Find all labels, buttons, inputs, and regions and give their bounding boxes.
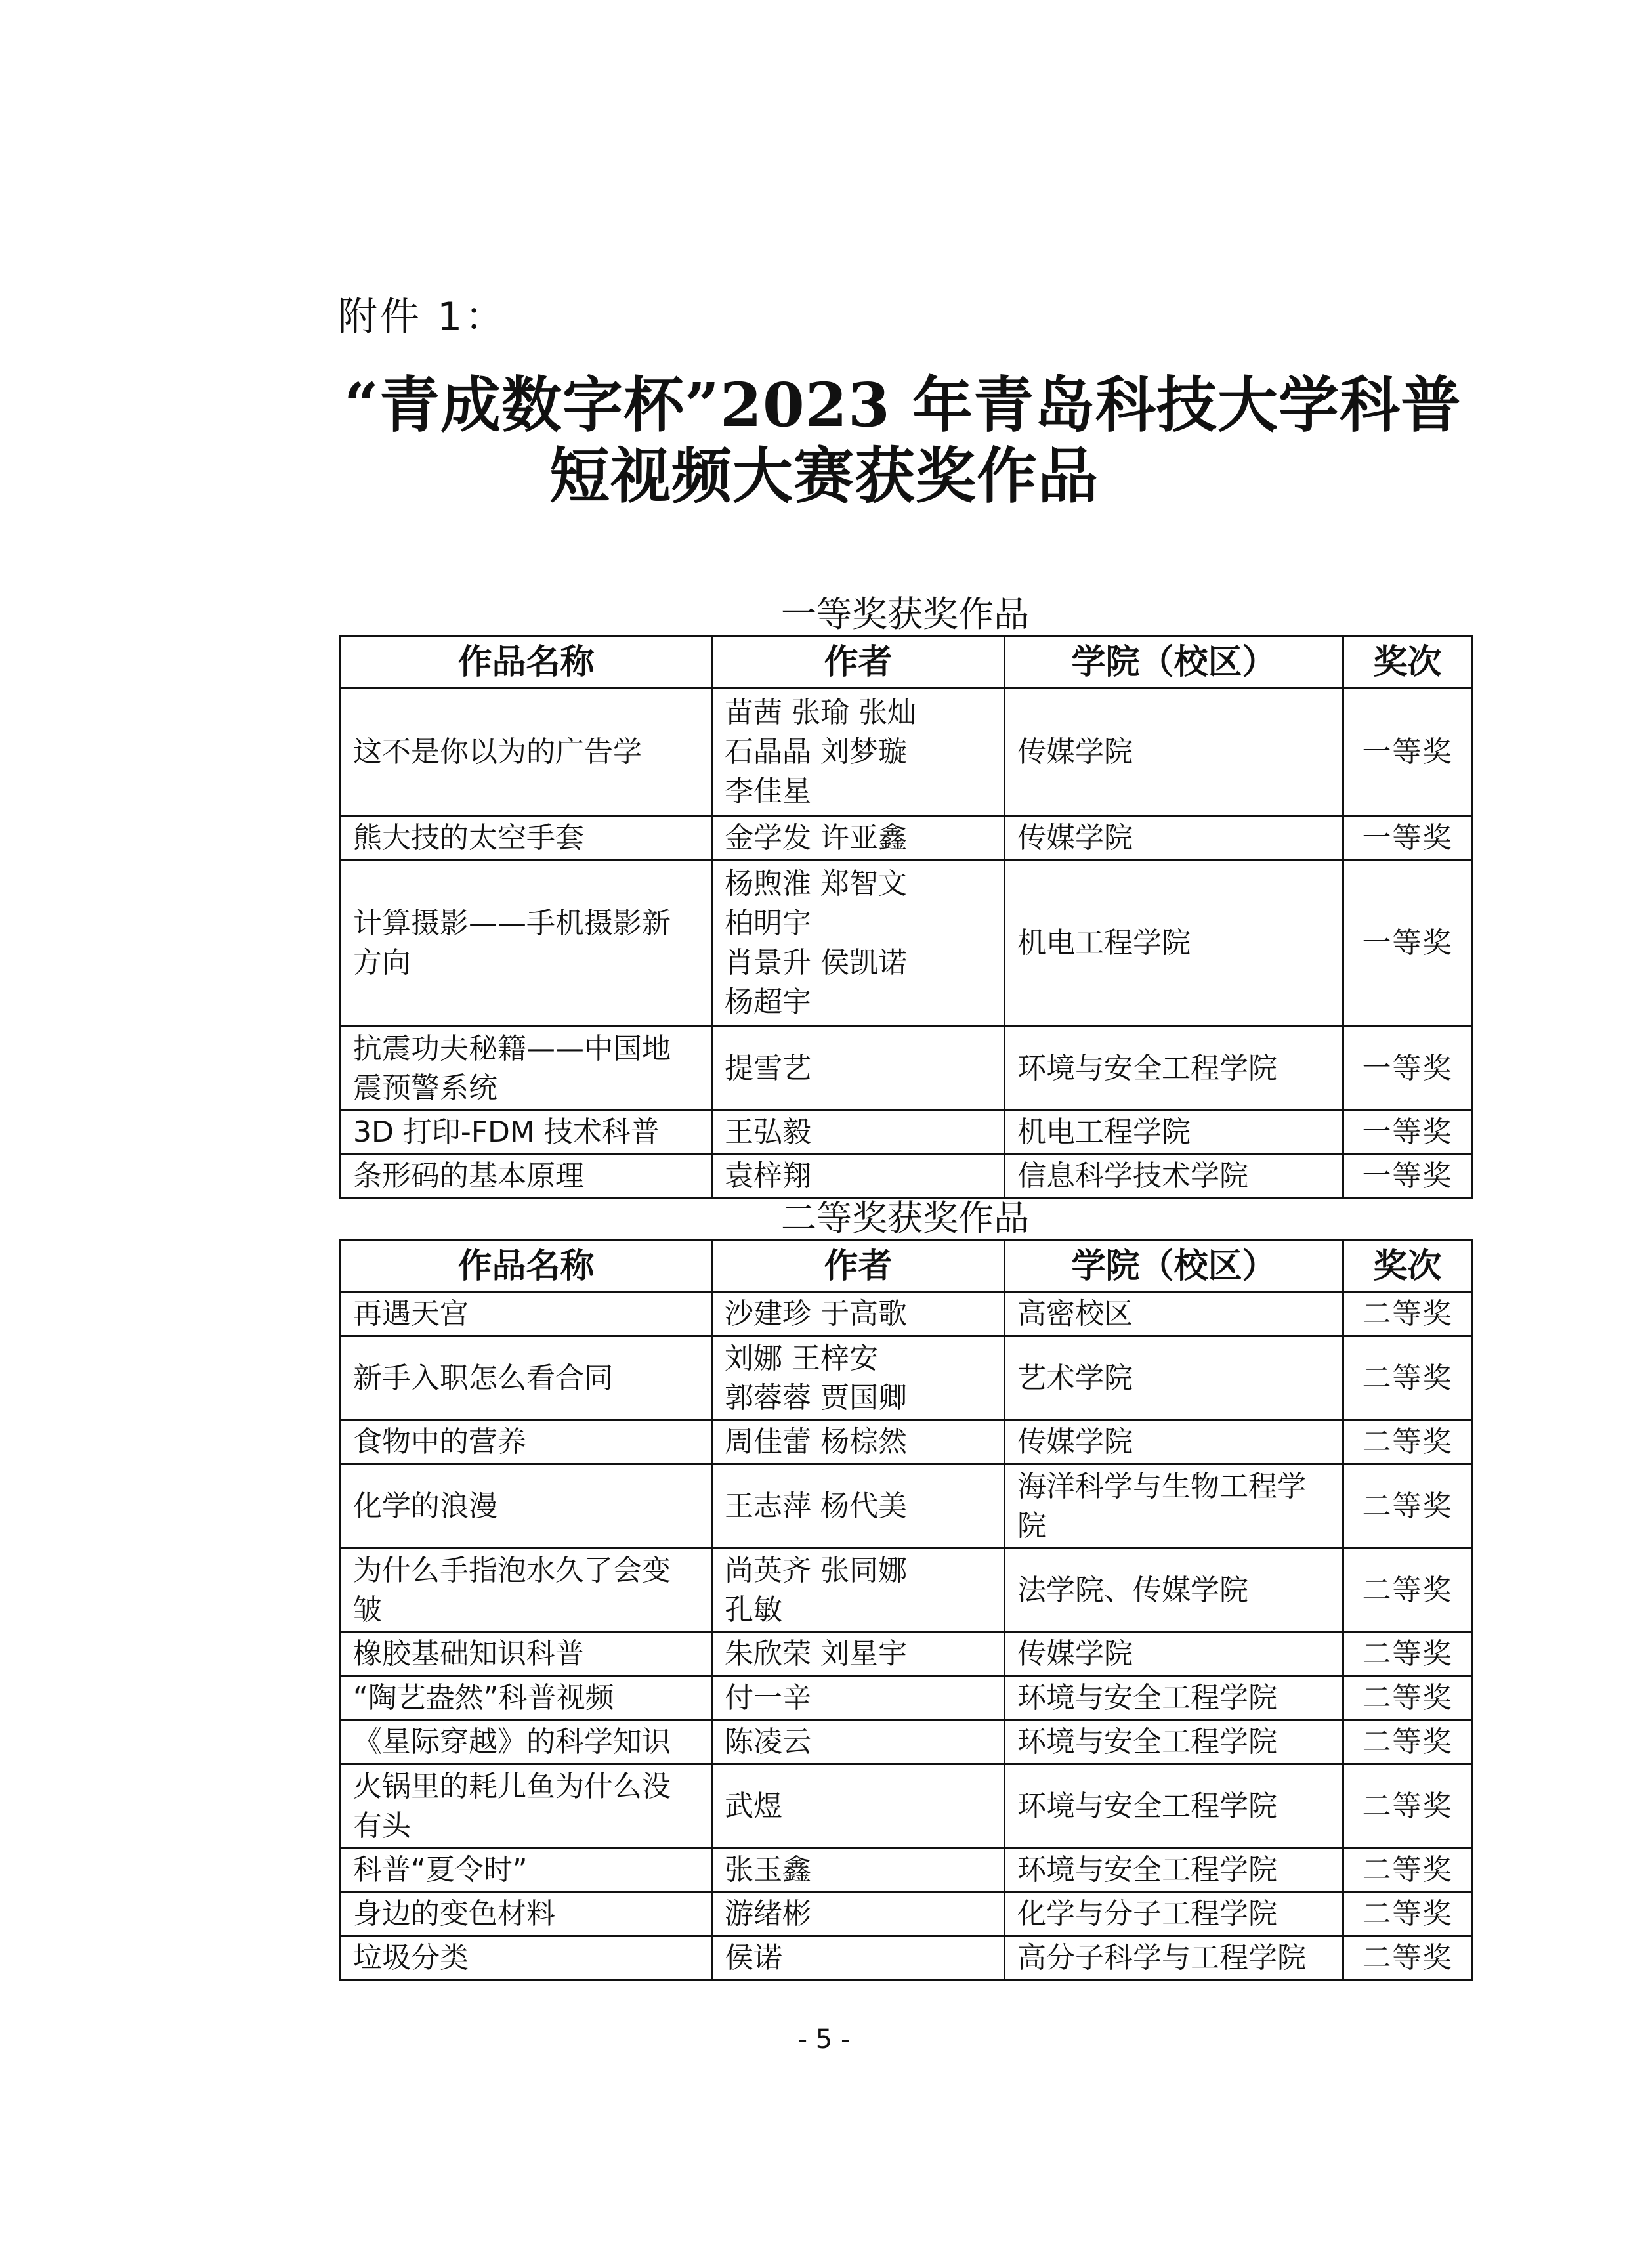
author-line: 侯诺	[725, 1941, 782, 1975]
authors-cell	[712, 1765, 1005, 1849]
header-college: 学院（校区）	[1005, 1241, 1343, 1293]
college-cell: 法学院、传媒学院	[1005, 1549, 1343, 1633]
header-work: 作品名称	[341, 1241, 712, 1293]
college-cell: 传媒学院	[1005, 689, 1343, 817]
author-line: 郭蓉蓉 贾国卿	[725, 1380, 907, 1415]
table-row	[341, 689, 1472, 817]
prize-cell: 一等奖	[1343, 1111, 1472, 1155]
table-row	[341, 817, 1472, 861]
prize-cell: 一等奖	[1343, 1155, 1472, 1199]
work-title-cell: 再遇天宫	[341, 1293, 712, 1337]
author-line: 杨超宇	[725, 985, 811, 1019]
second-prize-table	[339, 1239, 1473, 1981]
work-title-cell: 抗震功夫秘籍——中国地震预警系统	[341, 1027, 712, 1111]
work-title-cell: 为什么手指泡水久了会变皱	[341, 1549, 712, 1633]
college-cell: 艺术学院	[1005, 1337, 1343, 1421]
author-line: 游绪彬	[725, 1897, 811, 1931]
table-row	[341, 1549, 1472, 1633]
prize-cell: 二等奖	[1343, 1465, 1472, 1549]
author-line: 刘娜 王梓安	[725, 1341, 878, 1375]
author-line: 朱欣荣 刘星宇	[725, 1637, 907, 1671]
header-prize: 奖次	[1343, 1241, 1472, 1293]
prize-cell: 二等奖	[1343, 1936, 1472, 1980]
author-line: 武煜	[725, 1789, 782, 1823]
prize-cell: 二等奖	[1343, 1293, 1472, 1337]
author-line: 柏明宇	[725, 907, 811, 940]
work-title-cell: 计算摄影——手机摄影新方向	[341, 861, 712, 1027]
college-cell: 信息科学技术学院	[1005, 1155, 1343, 1199]
author-line: 孔敏	[725, 1593, 782, 1627]
authors-cell	[712, 1027, 1005, 1111]
first-prize-rows	[341, 689, 1472, 1199]
author-line: 袁梓翔	[725, 1159, 811, 1193]
table-row	[341, 1465, 1472, 1549]
work-title-cell: 垃圾分类	[341, 1936, 712, 1980]
work-title-cell: 橡胶基础知识科普	[341, 1633, 712, 1677]
work-title-cell: “陶艺盎然”科普视频	[341, 1677, 712, 1721]
author-line: 提雪艺	[725, 1051, 811, 1085]
author-line: 石晶晶 刘梦璇	[725, 735, 907, 769]
table-row	[341, 1765, 1472, 1849]
table-row	[341, 1633, 1472, 1677]
author-line: 张玉鑫	[725, 1853, 811, 1887]
authors-cell	[712, 1677, 1005, 1721]
header-prize: 奖次	[1343, 637, 1472, 689]
header-work: 作品名称	[341, 637, 712, 689]
author-line: 付一辛	[725, 1681, 811, 1715]
work-title-cell: 条形码的基本原理	[341, 1155, 712, 1199]
table-row	[341, 1155, 1472, 1199]
college-cell: 传媒学院	[1005, 817, 1343, 861]
work-title-cell: 3D 打印-FDM 技术科普	[341, 1111, 712, 1155]
table-row	[341, 1293, 1472, 1337]
table-row	[341, 1721, 1472, 1765]
author-line: 肖景升 侯凯诺	[725, 946, 907, 979]
authors-cell	[712, 1293, 1005, 1337]
college-cell: 环境与安全工程学院	[1005, 1721, 1343, 1765]
college-cell: 传媒学院	[1005, 1421, 1343, 1465]
document-title-line-1: “青成数字杯”2023 年青岛科技大学科普	[344, 370, 1462, 440]
authors-cell	[712, 689, 1005, 817]
header-author: 作者	[712, 1241, 1005, 1293]
table-row	[341, 1893, 1472, 1936]
second-prize-rows	[341, 1293, 1472, 1980]
header-author: 作者	[712, 637, 1005, 689]
work-title-cell: 化学的浪漫	[341, 1465, 712, 1549]
author-line: 尚英齐 张同娜	[725, 1553, 907, 1587]
prize-cell: 一等奖	[1343, 1027, 1472, 1111]
prize-cell: 二等奖	[1343, 1337, 1472, 1421]
author-line: 陈凌云	[725, 1725, 811, 1759]
college-cell: 机电工程学院	[1005, 861, 1343, 1027]
college-cell: 传媒学院	[1005, 1633, 1343, 1677]
authors-cell	[712, 1549, 1005, 1633]
first-prize-heading: 一等奖获奖作品	[781, 593, 1029, 635]
authors-cell	[712, 1421, 1005, 1465]
table-row	[341, 1337, 1472, 1421]
work-title-cell: 这不是你以为的广告学	[341, 689, 712, 817]
table-row	[341, 1111, 1472, 1155]
college-cell: 环境与安全工程学院	[1005, 1677, 1343, 1721]
work-title-cell: 身边的变色材料	[341, 1893, 712, 1936]
page-number: - 5 -	[797, 2024, 851, 2055]
authors-cell	[712, 1337, 1005, 1421]
table-row	[341, 1421, 1472, 1465]
table-row	[341, 861, 1472, 1027]
authors-cell	[712, 1155, 1005, 1199]
prize-cell: 二等奖	[1343, 1633, 1472, 1677]
authors-cell	[712, 1893, 1005, 1936]
work-title-cell: 新手入职怎么看合同	[341, 1337, 712, 1421]
table-header-row	[341, 1241, 1472, 1293]
prize-cell: 一等奖	[1343, 689, 1472, 817]
author-line: 王志萍 杨代美	[725, 1489, 907, 1523]
authors-cell	[712, 1465, 1005, 1549]
table-header-row	[341, 637, 1472, 689]
prize-cell: 一等奖	[1343, 817, 1472, 861]
college-cell: 环境与安全工程学院	[1005, 1027, 1343, 1111]
author-line: 周佳蕾 杨棕然	[725, 1425, 907, 1459]
document-title-line-2: 短视频大赛获奖作品	[549, 440, 1099, 511]
author-line: 沙建珍 于高歌	[725, 1297, 907, 1331]
college-cell: 高密校区	[1005, 1293, 1343, 1337]
work-title-cell: 科普“夏令时”	[341, 1849, 712, 1893]
prize-cell: 二等奖	[1343, 1549, 1472, 1633]
work-title-cell: 食物中的营养	[341, 1421, 712, 1465]
college-cell: 化学与分子工程学院	[1005, 1893, 1343, 1936]
header-college: 学院（校区）	[1005, 637, 1343, 689]
authors-cell	[712, 1721, 1005, 1765]
work-title-cell: 熊大技的太空手套	[341, 817, 712, 861]
author-line: 王弘毅	[725, 1115, 811, 1149]
authors-cell	[712, 1111, 1005, 1155]
work-title-cell: 《星际穿越》的科学知识	[341, 1721, 712, 1765]
prize-cell: 二等奖	[1343, 1765, 1472, 1849]
college-cell: 海洋科学与生物工程学院	[1005, 1465, 1343, 1549]
authors-cell	[712, 1633, 1005, 1677]
table-row	[341, 1677, 1472, 1721]
prize-cell: 二等奖	[1343, 1721, 1472, 1765]
college-cell: 机电工程学院	[1005, 1111, 1343, 1155]
second-prize-heading: 二等奖获奖作品	[781, 1197, 1029, 1239]
author-line: 杨煦淮 郑智文	[725, 867, 907, 901]
table-row	[341, 1936, 1472, 1980]
college-cell: 高分子科学与工程学院	[1005, 1936, 1343, 1980]
authors-cell	[712, 1936, 1005, 1980]
authors-cell	[712, 1849, 1005, 1893]
attachment-label: 附件 1：	[338, 294, 507, 340]
prize-cell: 二等奖	[1343, 1677, 1472, 1721]
authors-cell	[712, 817, 1005, 861]
prize-cell: 二等奖	[1343, 1421, 1472, 1465]
author-line: 苗茜 张瑜 张灿	[725, 696, 916, 729]
author-line: 金学发 许亚鑫	[725, 821, 907, 855]
prize-cell: 一等奖	[1343, 861, 1472, 1027]
first-prize-table	[339, 635, 1473, 1199]
author-line: 李佳星	[725, 775, 811, 808]
authors-cell	[712, 861, 1005, 1027]
work-title-cell: 火锅里的耗儿鱼为什么没有头	[341, 1765, 712, 1849]
table-row	[341, 1849, 1472, 1893]
college-cell: 环境与安全工程学院	[1005, 1765, 1343, 1849]
college-cell: 环境与安全工程学院	[1005, 1849, 1343, 1893]
table-row	[341, 1027, 1472, 1111]
prize-cell: 二等奖	[1343, 1849, 1472, 1893]
prize-cell: 二等奖	[1343, 1893, 1472, 1936]
